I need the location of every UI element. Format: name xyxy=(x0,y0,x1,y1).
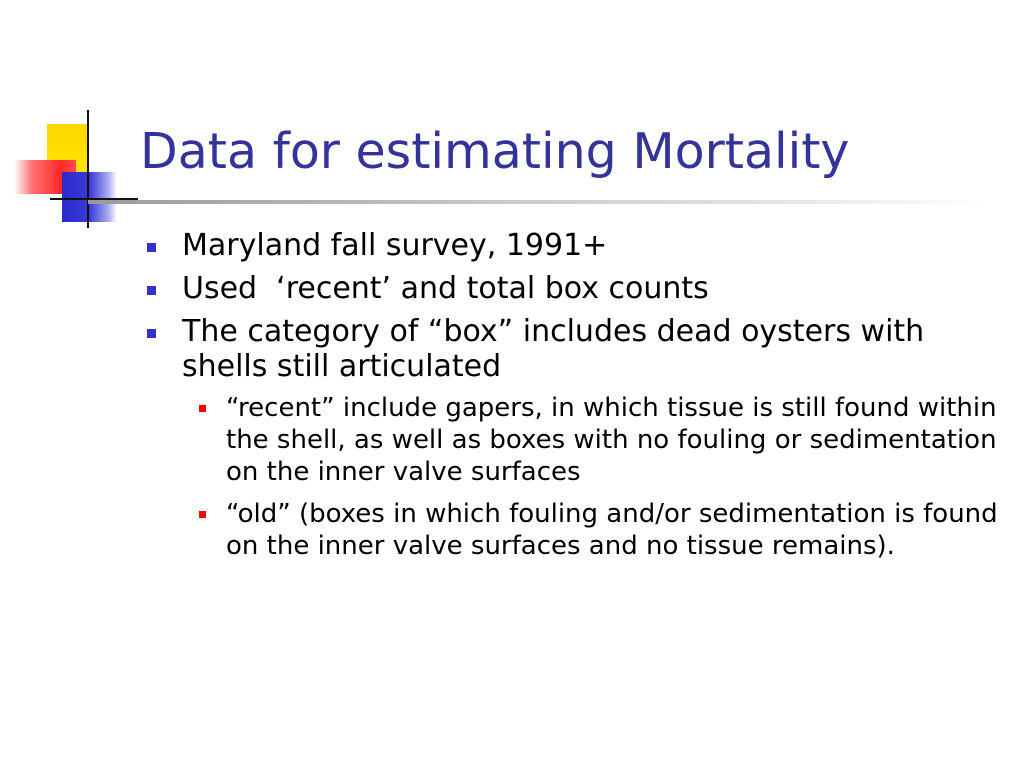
square-bullet-icon xyxy=(147,286,156,295)
small-square-bullet-icon xyxy=(199,511,206,518)
bullet-text: Used ‘recent’ and total box counts xyxy=(182,271,709,306)
title-underline xyxy=(88,200,988,204)
sub-bullet-text: “old” (boxes in which fouling and/or sedimentation is found on the inner valve surfaces and no tissue remains). xyxy=(226,499,998,561)
small-square-bullet-icon xyxy=(199,405,206,412)
bullet-text: The category of “box” includes dead oysters with shells still articulated xyxy=(182,314,925,384)
sub-bullet-text: “recent” include gapers, in which tissue is still found within the shell, as well as boxes with no fouling or sedimentation on the inner valve surfaces xyxy=(226,393,997,487)
sub-bullet-item xyxy=(182,392,1000,488)
sub-bullet-item xyxy=(182,498,1000,562)
bullet-list xyxy=(140,228,1000,572)
square-bullet-icon xyxy=(147,329,156,338)
slide-title: Data for estimating Mortality xyxy=(140,123,850,180)
sub-bullet-list xyxy=(182,392,1000,562)
square-bullet-icon xyxy=(147,243,156,252)
bullet-item xyxy=(140,271,1000,306)
logo-blue-block xyxy=(62,172,117,222)
bullet-item xyxy=(140,314,1000,562)
bullet-item xyxy=(140,228,1000,263)
bullet-text: Maryland fall survey, 1991+ xyxy=(182,228,608,263)
logo-vertical-line xyxy=(87,110,89,228)
